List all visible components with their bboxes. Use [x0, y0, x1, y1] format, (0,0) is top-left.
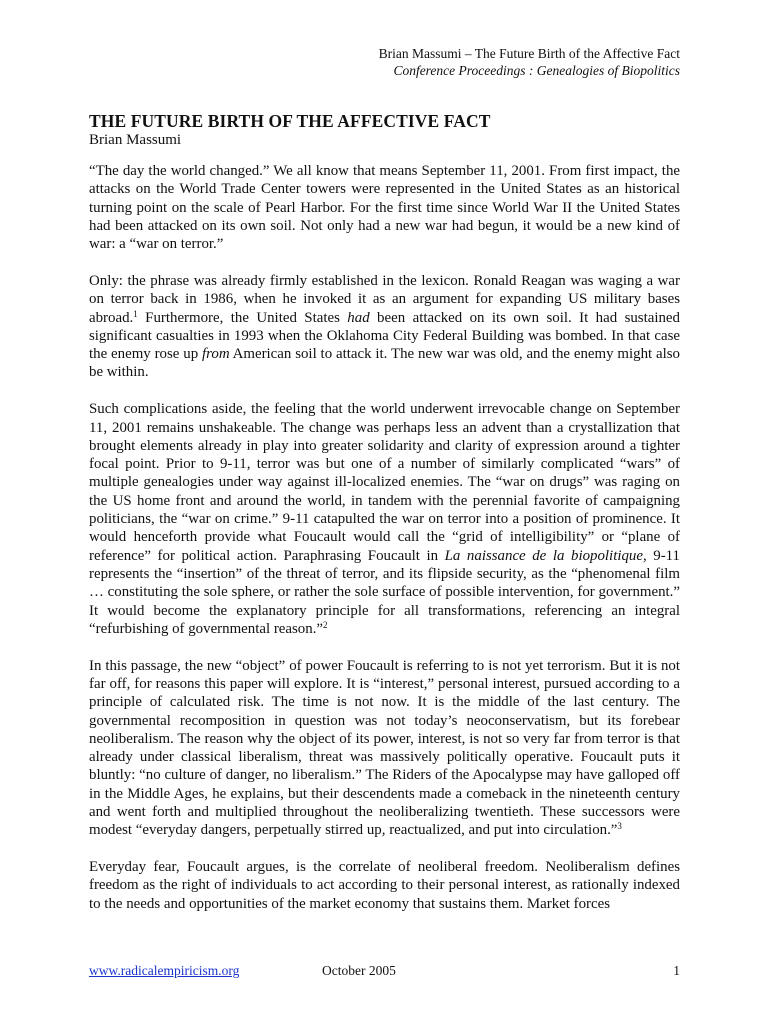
page-footer — [89, 962, 680, 980]
paragraph-text: Furthermore, the United States — [137, 309, 348, 326]
paragraph-text: Only: the phrase was already firmly established in the lexicon. Ronald Reagan was waging a war on terror back in 1986, when he invoked it as an argument for expanding US military bases abroad. — [89, 272, 680, 326]
header-line-author-title: Brian Massumi – The Future Birth of the Affective Fact — [378, 46, 680, 61]
paragraph-text: In this passage, the new “object” of power Foucault is referring to is not yet terrorism. But it is not far off, for reasons this paper will explore. It is “interest,” personal interest, pursued according to a principle of calculated risk. The time is not now. It is the middle of the last century. The governmental recomposition in question was not today’s neoconservatism, but its forebear neoliberalism. The reason why the object of its power, interest, is not so very far from terror is that already under classical liberalism, threat was massively politically operative. Foucault puts it bluntly: “no culture of danger, no liberalism.” The Riders of the Apocalypse may have galloped off in the Middle Ages, he explains, but their descendents made a comeback in the nineteenth century and went forth and multiplied throughout the neoliberalizing twentieth. These successors were modest “everyday dangers, perpetually stirred up, reactualized, and put into circulation.” — [89, 657, 680, 839]
footer-website-link[interactable]: www.radicalempiricism.org — [89, 963, 240, 978]
paragraph-text: “The day the world changed.” We all know that means September 11, 2001. From first impact, the attacks on the World Trade Center towers were represented in the United States as an historical turning point on the scale of Pearl Harbor. For the first time since World War II the United States had been attacked on its own soil. Not only had a new war had begun, it would be a new kind of war: a “war on terror.” — [89, 163, 680, 253]
paragraph-1 — [89, 162, 680, 253]
paragraph-text: American soil to attack it. The new war was old, and the enemy might also be within. — [89, 346, 680, 381]
header-line-proceedings: Conference Proceedings : Genealogies of Biopolitics — [393, 63, 680, 78]
article-author: Brian Massumi — [89, 132, 182, 148]
paragraph-2 — [89, 272, 680, 382]
paragraph-text: been attacked on its own soil. It had sustained significant casualties in 1993 when the Oklahoma City Federal Building was bombed. In that case the enemy rose up — [89, 309, 680, 363]
article-title: THE FUTURE BIRTH OF THE AFFECTIVE FACT — [89, 111, 491, 131]
paragraph-3 — [89, 400, 680, 638]
book-title-italic: La naissance de la biopolitique — [444, 547, 643, 564]
article-body — [89, 162, 680, 931]
footnote-marker-2[interactable]: 2 — [323, 619, 328, 630]
emphasis-text: had — [347, 309, 370, 326]
paragraph-text: , 9-11 represents the “insertion” of the threat of terror, and its flipside security, as the “phenomenal film … constituting the sole sphere, or rather the sole surface of possible intervention, for government.” It would become the explanatory principle for all transformations, referencing an integral “refurbishing of governmental reason.” — [89, 547, 680, 637]
paragraph-text: Such complications aside, the feeling that the world underwent irrevocable change on September 11, 2001 remains unshakeable. The change was perhaps less an advent than a crystallization that brought elements already in play into greater solidarity and clarity of expression around a tighter focal point. Prior to 9-11, terror was but one of a number of similarly complicated “wars” of multiple genealogies under way against ill-localized enemies. The “war on drugs” was raging on the US home front and around the world, in tandem with the perennial favorite of campaigning politicians, the “war on crime.” 9-11 catapulted the war on terror into a position of prominence. It would henceforth provide what Foucault would call the “grid of intelligibility” or “plane of reference” for political action. Paraphrasing Foucault in — [89, 401, 680, 564]
footnote-marker-3[interactable]: 3 — [617, 821, 622, 832]
paragraph-text: Everyday fear, Foucault argues, is the correlate of neoliberal freedom. Neoliberalism defines freedom as the right of individuals to act according to their personal interest, as rationally indexed to the needs and opportunities of the market economy that sustains them. Market forces — [89, 859, 680, 912]
running-header — [379, 45, 680, 79]
paragraph-4 — [89, 657, 680, 840]
footer-date: October 2005 — [322, 963, 396, 978]
footnote-marker-1[interactable]: 1 — [133, 308, 138, 319]
paragraph-5 — [89, 858, 680, 913]
emphasis-text: from — [202, 346, 230, 363]
page-number: 1 — [673, 963, 680, 978]
